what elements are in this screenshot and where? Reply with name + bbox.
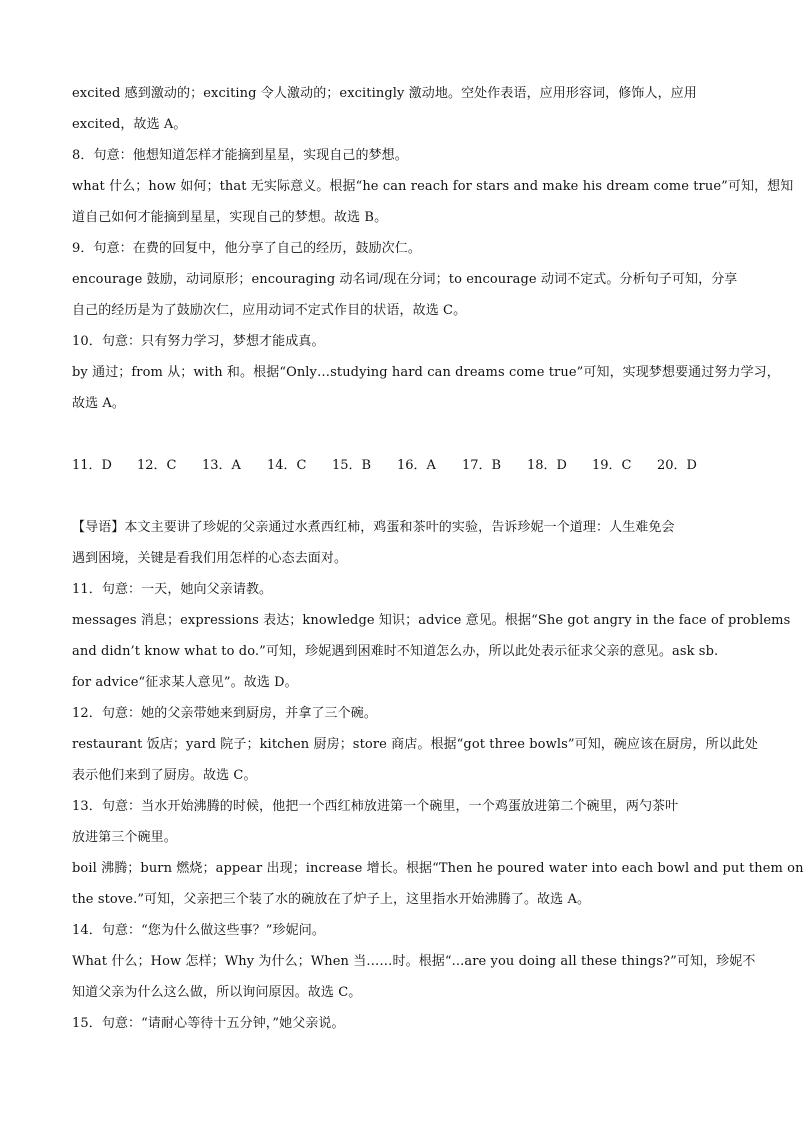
question-14-heading: 14．句意：“您为什么做这些事？”珍妮问。 [72, 923, 325, 938]
explanations-part1 [72, 78, 794, 419]
text-line: what 什么；how 如何；that 无实际意义。根据“he can reach for stars and make his dream come true”可知，想知 [72, 179, 794, 194]
text-line: 自己的经历是为了鼓励次仁，应用动词不定式作目的状语，故选 C。 [72, 303, 467, 318]
answer-item: 12．C [137, 458, 177, 473]
text-line: 遇到困境，关键是看我们用怎样的心态去面对。 [72, 551, 348, 566]
text-line: messages 消息；expressions 表达；knowledge 知识；advice 意见。根据“She got angry in the face of problems [72, 613, 791, 628]
spacer [72, 481, 722, 512]
text-line: 知道父亲为什么这么做，所以询问原因。故选 C。 [72, 985, 362, 1000]
text-line: 故选 A。 [72, 396, 126, 411]
question-10-heading: 10．句意：只有努力学习，梦想才能成真。 [72, 334, 325, 349]
answer-item: 18．D [527, 458, 567, 473]
answer-key [72, 450, 722, 481]
guide-intro: 【导语】本文主要讲了珍妮的父亲通过水煮西红柿，鸡蛋和茶叶的实验，告诉珍妮一个道理：人生难免会 [72, 520, 675, 535]
text-line: and didn’t know what to do.”可知，珍妮遇到困难时不知道怎么办，所以此处表示征求父亲的意见。ask sb. [72, 644, 719, 659]
text-line: excited 感到激动的；exciting 令人激动的；excitingly 激动地。空处作表语，应用形容词，修饰人，应用 [72, 86, 697, 101]
text-line: What 什么；How 怎样；Why 为什么；When 当……时。根据“...are you doing all these things?”可知，珍妮不 [72, 954, 756, 969]
text-line: 放进第三个碗里。 [72, 830, 177, 845]
question-13-heading: 13．句意：当水开始沸腾的时候，他把一个西红柿放进第一个碗里，一个鸡蛋放进第二个碗里，两勺茶叶 [72, 799, 679, 814]
text-line: 表示他们来到了厨房。故选 C。 [72, 768, 257, 783]
question-11-heading: 11．句意：一天，她向父亲请教。 [72, 582, 273, 597]
text-line: boil 沸腾；burn 燃烧；appear 出现；increase 增长。根据“Then he poured water into each bowl and put them on [72, 861, 804, 876]
question-9-heading: 9．句意：在费的回复中，他分享了自己的经历，鼓励次仁。 [72, 241, 421, 256]
answer-item: 11．D [72, 458, 112, 473]
answer-item: 14．C [267, 458, 307, 473]
text-line: encourage 鼓励，动词原形；encouraging 动名词/现在分词；to encourage 动词不定式。分析句子可知，分享 [72, 272, 738, 287]
explanations-part2 [72, 512, 804, 1039]
answer-item: 20．D [657, 458, 697, 473]
text-line: restaurant 饭店；yard 院子；kitchen 厨房；store 商店。根据“got three bowls”可知，碗应该在厨房，所以此处 [72, 737, 758, 752]
question-8-heading: 8．句意：他想知道怎样才能摘到星星，实现自己的梦想。 [72, 148, 408, 163]
spacer [72, 419, 722, 450]
answer-item: 17．B [462, 458, 502, 473]
text-line: by 通过；from 从；with 和。根据“Only…studying hard can dreams come true”可知，实现梦想要通过努力学习， [72, 365, 780, 380]
question-15-heading: 15．句意：“请耐心等待十五分钟，”她父亲说。 [72, 1016, 345, 1031]
answer-item: 15．B [332, 458, 372, 473]
answer-item: 16．A [397, 458, 436, 473]
text-line: 道自己如何才能摘到星星，实现自己的梦想。故选 B。 [72, 210, 388, 225]
text-line: excited，故选 A。 [72, 117, 187, 132]
text-line: the stove.”可知，父亲把三个装了水的碗放在了炉子上，这里指水开始沸腾了。故选 A。 [72, 892, 591, 907]
document-page [72, 78, 804, 1039]
answer-item: 13．A [202, 458, 241, 473]
text-line: for advice“征求某人意见”。故选 D。 [72, 675, 298, 690]
answer-item: 19．C [592, 458, 632, 473]
question-12-heading: 12．句意：她的父亲带她来到厨房，并拿了三个碗。 [72, 706, 377, 721]
